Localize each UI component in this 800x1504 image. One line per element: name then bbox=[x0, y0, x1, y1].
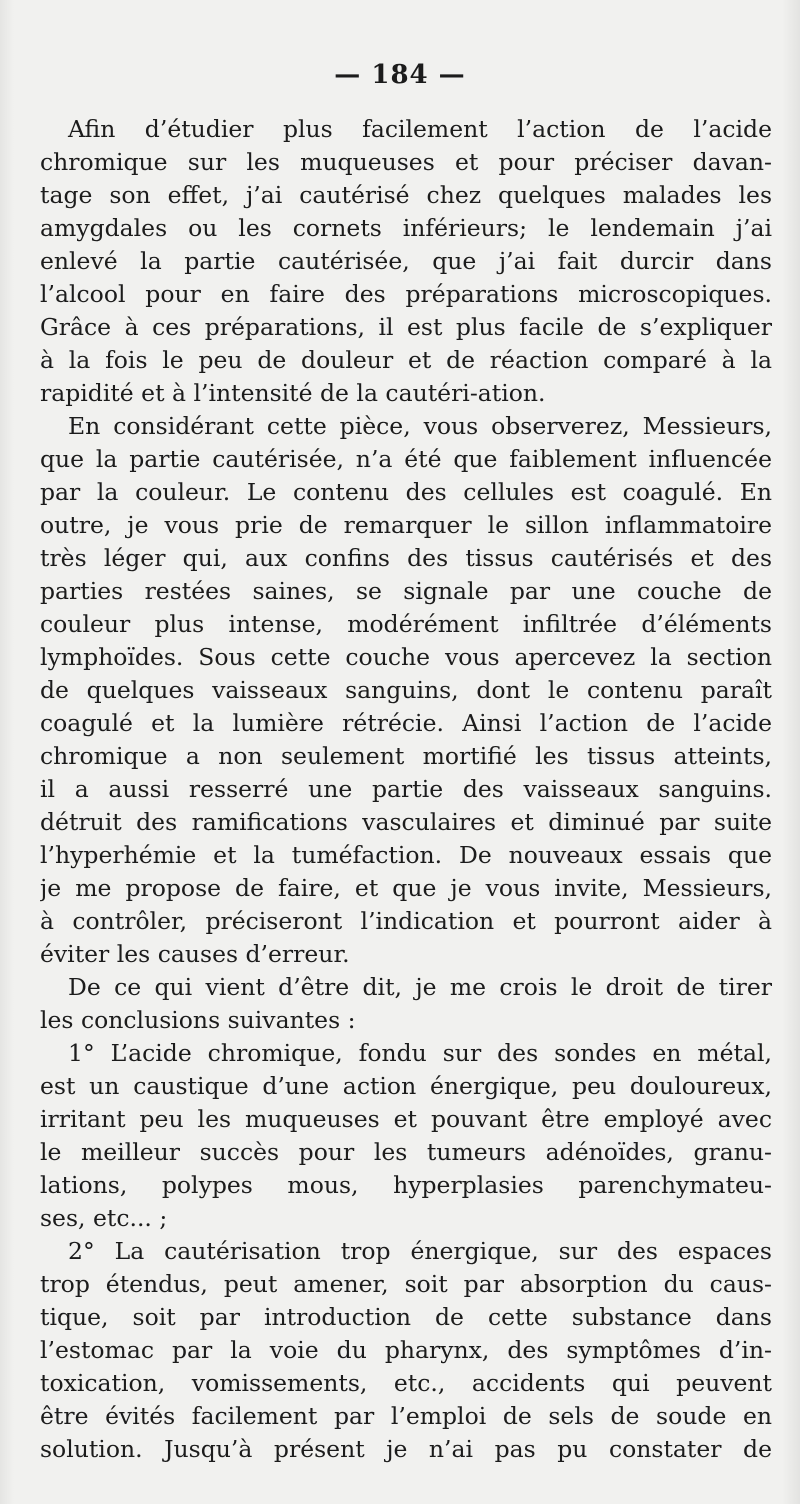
text-line: éviter les causes d’erreur. bbox=[40, 940, 350, 968]
text-line: lations, polypes mous, hyperplasies parenchymateu- bbox=[40, 1171, 772, 1199]
text-line: Grâce à ces préparations, il est plus facile de s’expliquer bbox=[40, 313, 772, 341]
text-line: par la couleur. Le contenu des cellules est coagulé. En bbox=[40, 478, 772, 506]
text-line: très léger qui, aux confins des tissus cautérisés et des bbox=[40, 544, 772, 572]
paragraph bbox=[40, 410, 772, 971]
text-line: de quelques vaisseaux sanguins, dont le contenu paraît bbox=[40, 676, 772, 704]
text-line: l’estomac par la voie du pharynx, des symptômes d’in- bbox=[40, 1336, 772, 1364]
text-line: tique, soit par introduction de cette substance dans bbox=[40, 1303, 772, 1331]
text-line: à la fois le peu de douleur et de réaction comparé à la bbox=[40, 346, 772, 374]
text-line: toxication, vomissements, etc., accidents qui peuvent bbox=[40, 1369, 772, 1397]
paragraph bbox=[40, 1235, 772, 1466]
page-number: — 184 — bbox=[334, 60, 466, 90]
text-line: ses, etc... ; bbox=[40, 1204, 168, 1232]
text-line: l’hyperhémie et la tuméfaction. De nouveaux essais que bbox=[40, 841, 772, 869]
text-line: couleur plus intense, modérément infiltrée d’éléments bbox=[40, 610, 772, 638]
paragraph bbox=[40, 971, 772, 1037]
text-line: outre, je vous prie de remarquer le sillon inflammatoire bbox=[40, 511, 772, 539]
text-line: les conclusions suivantes : bbox=[40, 1006, 356, 1034]
text-line: chromique a non seulement mortifié les tissus atteints, bbox=[40, 742, 772, 770]
text-line: tage son effet, j’ai cautérisé chez quelques malades les bbox=[40, 181, 772, 209]
text-line: parties restées saines, se signale par une couche de bbox=[40, 577, 772, 605]
paragraph bbox=[40, 113, 772, 410]
text-line: que la partie cautérisée, n’a été que faiblement influencée bbox=[40, 445, 772, 473]
text-line: le meilleur succès pour les tumeurs adénoïdes, granu- bbox=[40, 1138, 772, 1166]
text-line: 2° La cautérisation trop énergique, sur des espaces bbox=[68, 1237, 772, 1265]
text-line: Afin d’étudier plus facilement l’action de l’acide bbox=[68, 115, 772, 143]
text-line: irritant peu les muqueuses et pouvant être employé avec bbox=[40, 1105, 772, 1133]
paragraph bbox=[40, 1037, 772, 1235]
text-line: lymphoïdes. Sous cette couche vous apercevez la section bbox=[40, 643, 772, 671]
body-text bbox=[40, 113, 772, 1466]
text-line: être évités facilement par l’emploi de sels de soude en bbox=[40, 1402, 772, 1430]
text-line: amygdales ou les cornets inférieurs; le lendemain j’ai bbox=[40, 214, 772, 242]
text-line: En considérant cette pièce, vous observerez, Messieurs, bbox=[68, 412, 772, 440]
text-line: détruit des ramifications vasculaires et diminué par suite bbox=[40, 808, 772, 836]
text-line: il a aussi resserré une partie des vaisseaux sanguins. bbox=[40, 775, 772, 803]
text-line: rapidité et à l’intensité de la cautéri-ation. bbox=[40, 379, 546, 407]
text-line: est un caustique d’une action énergique, peu douloureux, bbox=[40, 1072, 772, 1100]
text-line: solution. Jusqu’à présent je n’ai pas pu constater de bbox=[40, 1435, 772, 1463]
text-line: chromique sur les muqueuses et pour préciser davan- bbox=[40, 148, 772, 176]
text-line: coagulé et la lumière rétrécie. Ainsi l’action de l’acide bbox=[40, 709, 772, 737]
text-line: 1° L’acide chromique, fondu sur des sondes en métal, bbox=[68, 1039, 772, 1067]
text-line: De ce qui vient d’être dit, je me crois le droit de tirer bbox=[68, 973, 772, 1001]
text-line: l’alcool pour en faire des préparations microscopiques. bbox=[40, 280, 772, 308]
text-line: enlevé la partie cautérisée, que j’ai fait durcir dans bbox=[40, 247, 772, 275]
text-line: à contrôler, préciseront l’indication et pourront aider à bbox=[40, 907, 772, 935]
text-line: trop étendus, peut amener, soit par absorption du caus- bbox=[40, 1270, 772, 1298]
text-line: je me propose de faire, et que je vous invite, Messieurs, bbox=[40, 874, 772, 902]
